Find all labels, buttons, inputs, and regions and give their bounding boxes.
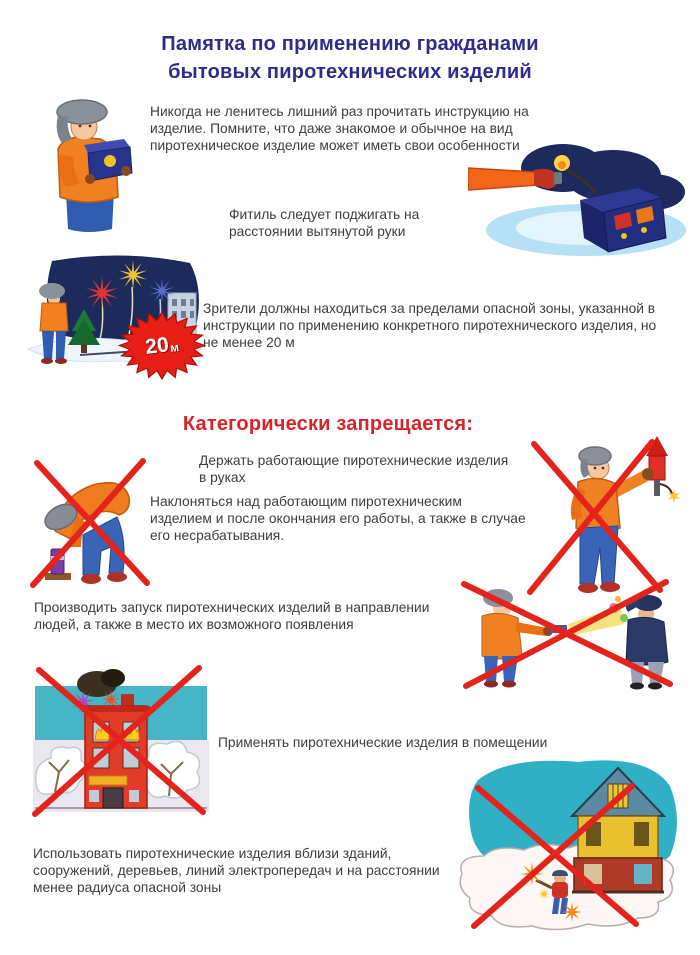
text-indoors: Применять пиротехнические изделия в помещении xyxy=(218,735,548,750)
title-line-1: Памятка по применению гражданами xyxy=(161,33,539,55)
lighter-icon xyxy=(554,172,562,184)
text-read-instructions: Никогда не ленитесь лишний раз прочитать инструкцию на изделие. Помните, что даже знакомое и обычное на вид пиротехническое изделие может иметь свои особенности xyxy=(150,104,529,153)
illustration-aiming-at-person xyxy=(442,578,687,690)
text-near-buildings: Использовать пиротехнические изделия вблизи зданий, сооружений, деревьев, линий электропередач и на расстоянии менее радиуса опасной зоны xyxy=(33,846,440,895)
text-launch-at-people: Производить запуск пиротехнических изделий в направлении людей, а также в место их возможного появления xyxy=(34,600,430,632)
text-lean-over: Наклоняться над работающим пиротехническим изделием и после окончания его работы, а также в случае его несрабатывания. xyxy=(150,494,526,543)
spark-icon xyxy=(668,489,680,503)
illustration-man-reading-instructions xyxy=(28,95,140,237)
distance-badge-text: 20 м xyxy=(144,332,180,359)
spark-icon xyxy=(562,902,582,922)
text-hold-in-hands: Держать работающие пиротехнические изделия в руках xyxy=(199,453,509,485)
page-title xyxy=(15,30,685,86)
illustration-holding-firework-in-hand xyxy=(518,432,688,602)
text-spectators-distance: Зрители должны находиться за пределами опасной зоны, указанной в инструкции по применению конкретного пиротехнического изделия, но не менее 20 м xyxy=(203,301,657,350)
illustration-fireworks-near-house xyxy=(448,752,686,937)
illustration-burning-building xyxy=(25,660,215,822)
illustration-bending-over-firework xyxy=(25,455,160,590)
text-fuse-arms-length: Фитиль следует поджигать на расстоянии вытянутой руки xyxy=(229,207,420,239)
arm-icon xyxy=(468,168,539,190)
distance-badge xyxy=(118,311,206,380)
illustration-lighting-fuse xyxy=(468,128,690,260)
prohibited-heading: Категорически запрещается: xyxy=(182,413,474,435)
title-line-2: бытовых пиротехнических изделий xyxy=(168,61,532,83)
